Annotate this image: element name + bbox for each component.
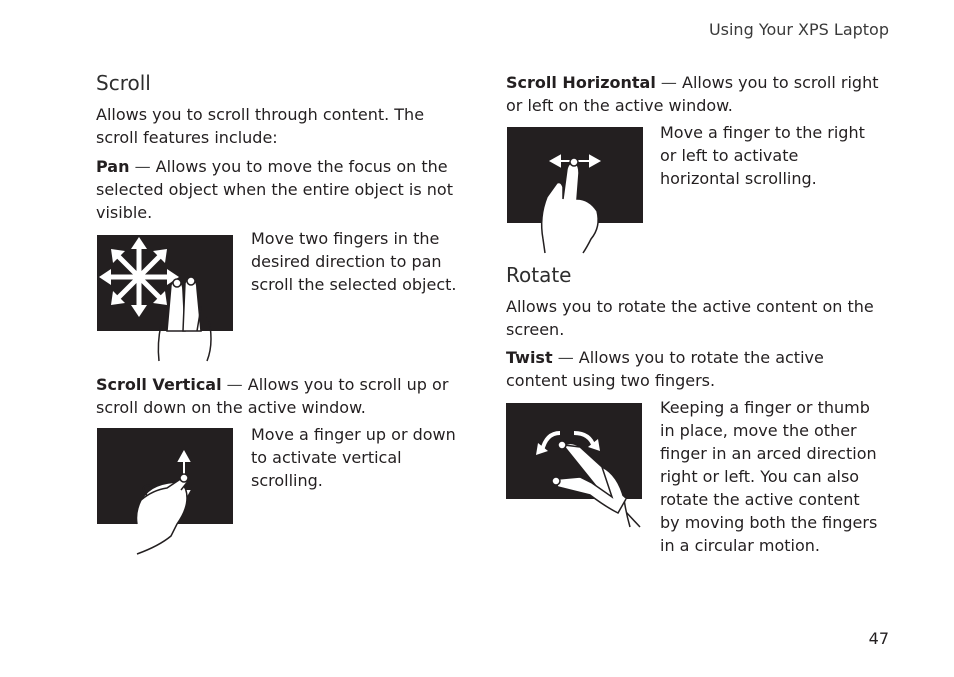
pan-term: Pan [96, 157, 130, 176]
scroll-vertical-description [96, 373, 466, 419]
pan-gesture-icon [97, 235, 237, 365]
twist-caption: Keeping a finger or thumb in place, move the other finger in an arced direction right or left. You can also rotate the active content by moving both the fingers in a circular motion. [660, 398, 878, 555]
separator-dash: — [226, 375, 243, 394]
twist-description [506, 346, 876, 392]
running-header: Using Your XPS Laptop [708, 20, 889, 39]
separator-dash: — [134, 157, 151, 176]
page-number: 47 [868, 629, 889, 648]
scroll-vertical-term: Scroll Vertical [96, 375, 222, 394]
twist-term: Twist [506, 348, 553, 367]
scroll-horizontal-term: Scroll Horizontal [506, 73, 656, 92]
scroll-vertical-desc-text: Allows you to scroll up or scroll down on the active window. [96, 375, 449, 417]
scroll-horizontal-desc-text: Allows you to scroll right or left on the active window. [506, 73, 879, 115]
twist-desc-text: Allows you to rotate the active content using two fingers. [506, 348, 824, 390]
separator-dash: — [660, 73, 677, 92]
scroll-horizontal-caption: Move a finger to the right or left to activate horizontal scrolling. [660, 123, 865, 188]
pan-description [96, 155, 474, 224]
scroll-heading: Scroll [96, 71, 151, 95]
separator-dash: — [557, 348, 574, 367]
pan-desc-text: Allows you to move the focus on the selected object when the entire object is not visible. [96, 157, 453, 222]
scroll-intro: Allows you to scroll through content. The scroll features include: [96, 105, 425, 147]
pan-caption: Move two fingers in the desired direction to pan scroll the selected object. [251, 229, 457, 294]
vertical-scroll-gesture-icon [97, 428, 237, 558]
horizontal-scroll-gesture-icon [507, 127, 647, 257]
rotate-intro: Allows you to rotate the active content on the screen. [506, 297, 874, 339]
rotate-heading: Rotate [506, 263, 572, 287]
scroll-vertical-caption: Move a finger up or down to activate vertical scrolling. [251, 425, 456, 490]
scroll-horizontal-description [506, 71, 886, 117]
twist-gesture-icon [506, 403, 646, 533]
